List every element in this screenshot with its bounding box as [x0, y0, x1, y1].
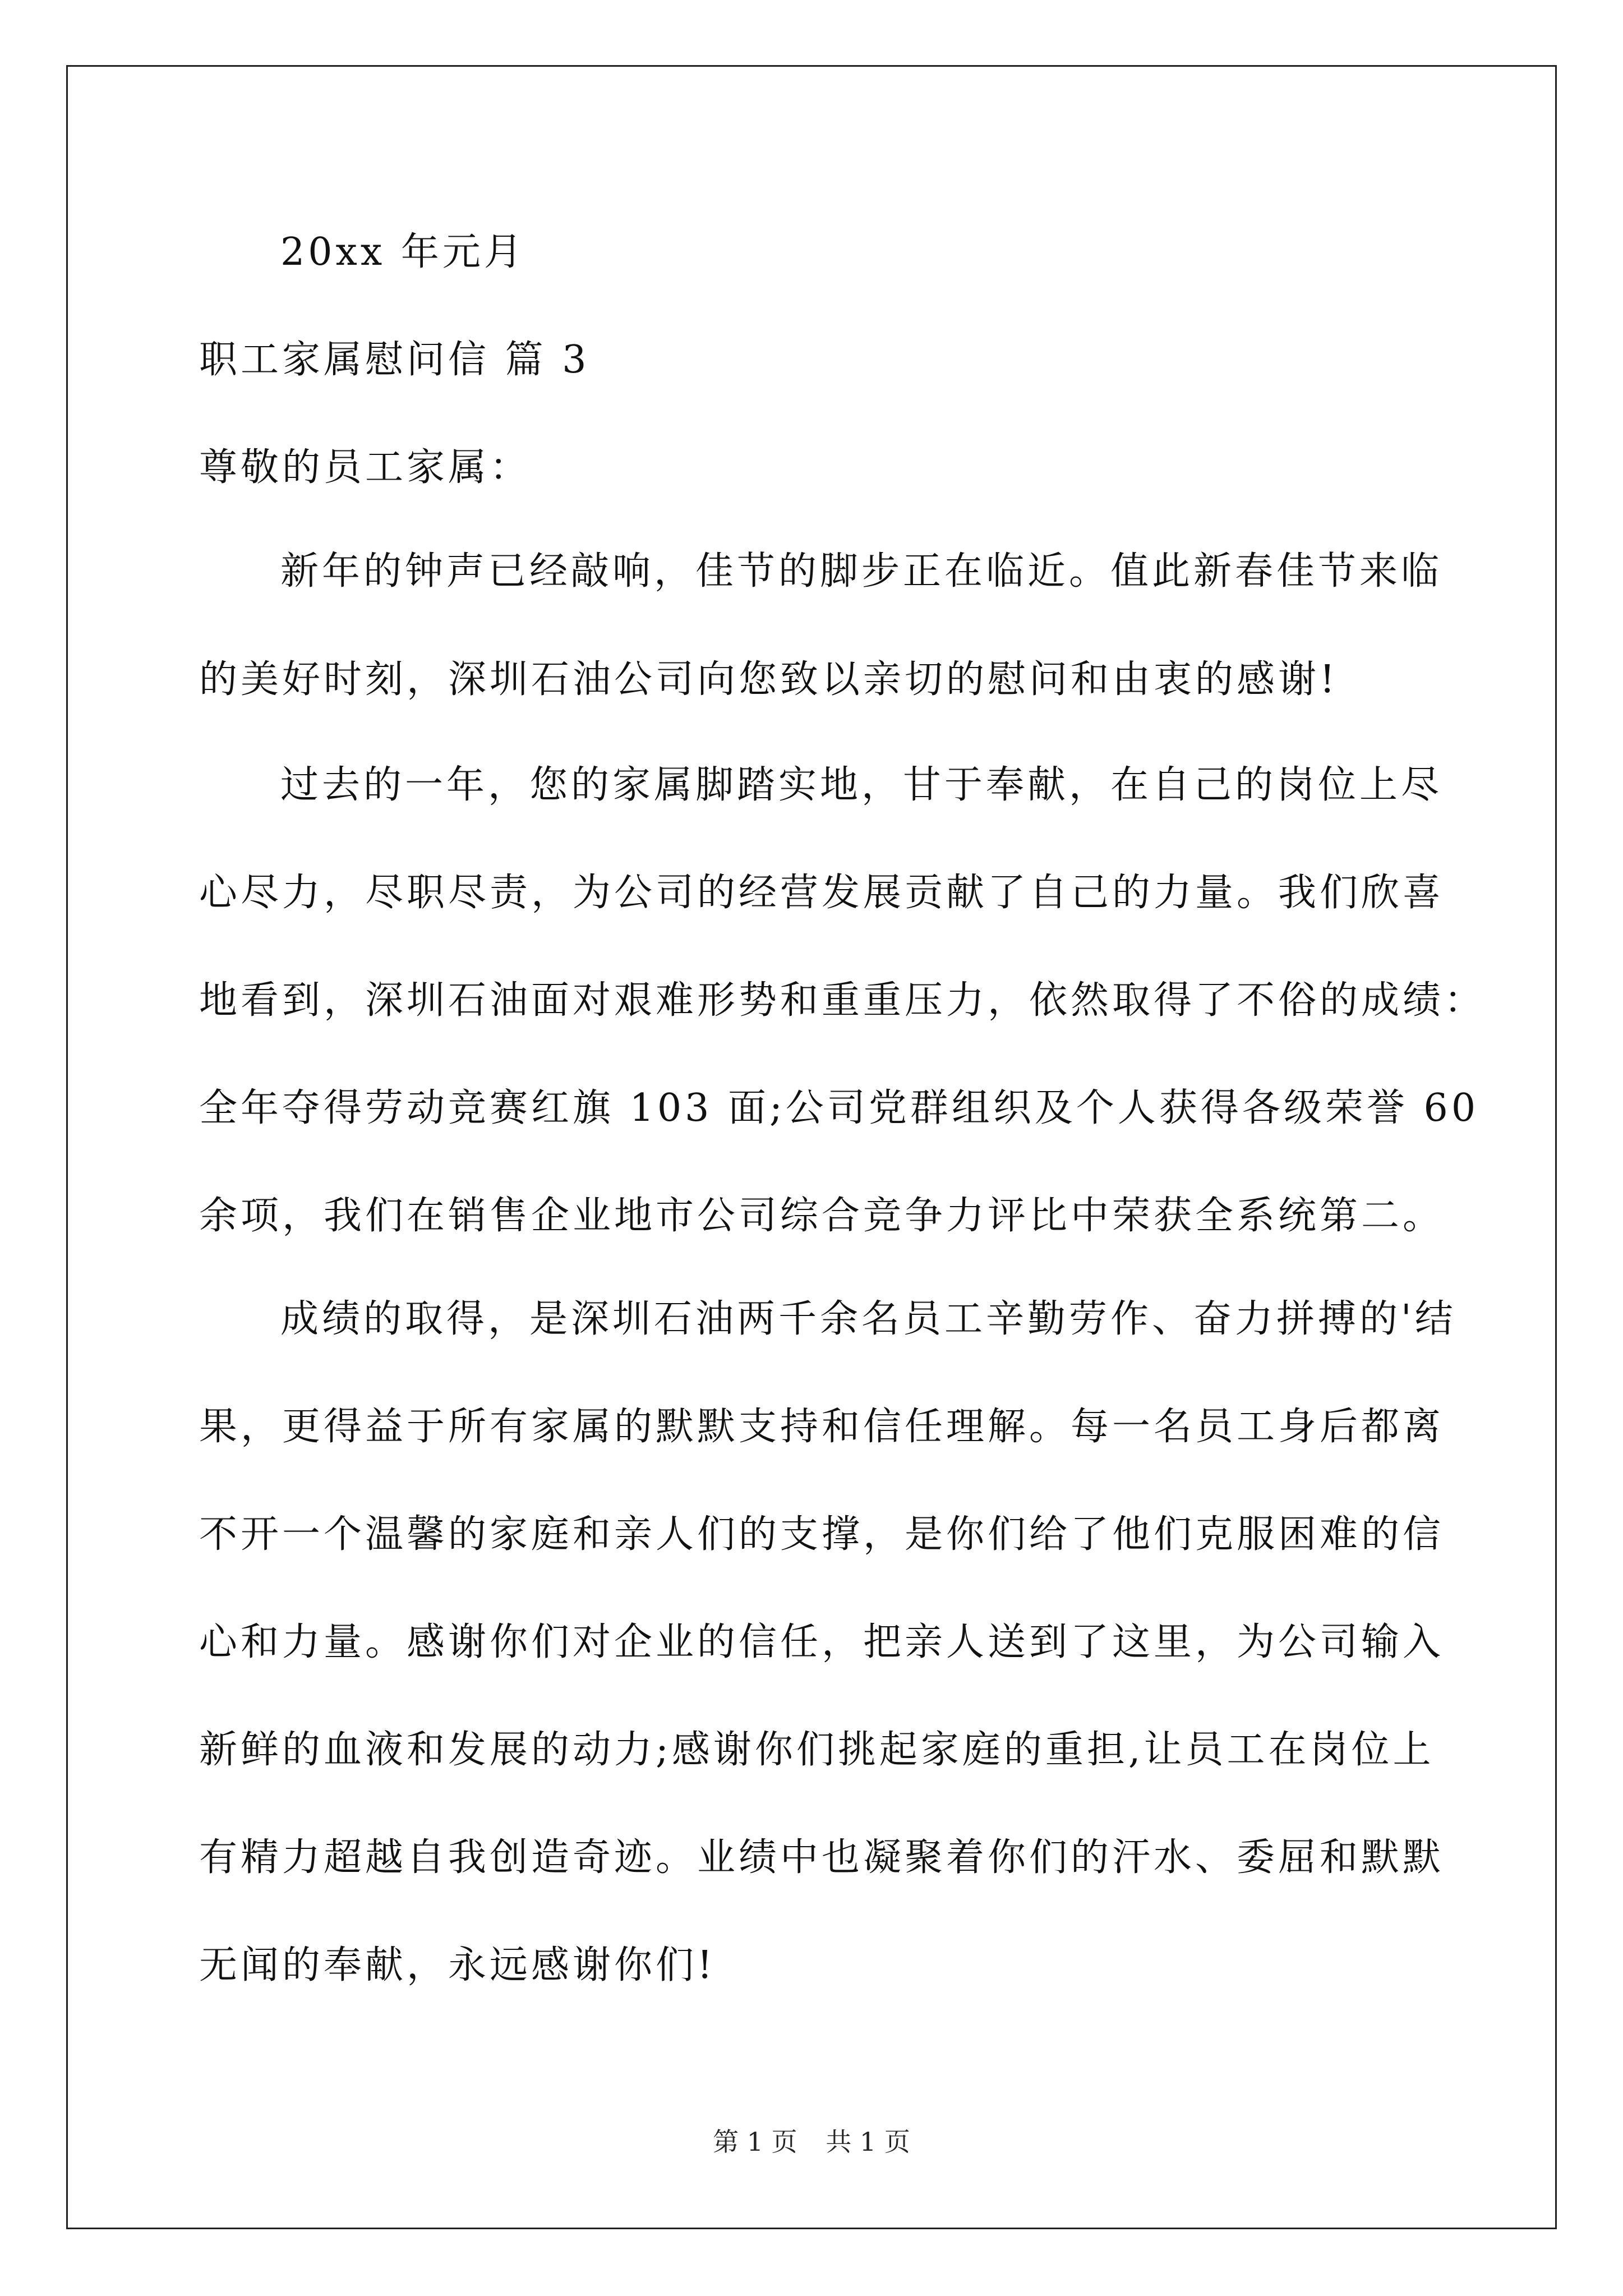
page-border — [66, 65, 1557, 2229]
paragraph-3-line-6: 有精力超越自我创造奇迹。业绩中也凝聚着你们的汗水、委屈和默默 — [199, 1835, 1445, 1880]
paragraph-3-line-5: 新鲜的血液和发展的动力;感谢你们挑起家庭的重担,让员工在岗位上 — [199, 1728, 1435, 1772]
paragraph-3-line-1: 成绩的取得，是深圳石油两千余名员工辛勤劳作、奋力拼搏的'结 — [280, 1297, 1456, 1341]
letter-salutation: 尊敬的员工家属： — [199, 445, 532, 490]
paragraph-2-line-3: 地看到，深圳石油面对艰难形势和重重压力，依然取得了不俗的成绩： — [199, 978, 1486, 1023]
paragraph-2-line-1: 过去的一年，您的家属脚踏实地，甘于奉献，在自己的岗位上尽 — [280, 763, 1443, 807]
letter-title: 职工家属慰问信 篇 3 — [199, 338, 590, 382]
paragraph-2-line-5: 余项，我们在销售企业地市公司综合竞争力评比中荣获全系统第二。 — [199, 1194, 1445, 1238]
page-total: 共 1 页 — [826, 2127, 910, 2157]
paragraph-3-line-4: 心和力量。感谢你们对企业的信任，把亲人送到了这里，为公司输入 — [199, 1620, 1445, 1664]
paragraph-3-line-7: 无闻的奉献，永远感谢你们! — [199, 1943, 716, 1987]
page-number: 第 1 页 — [713, 2127, 797, 2157]
paragraph-3-line-3: 不开一个温馨的家庭和亲人们的支撑，是你们给了他们克服困难的信 — [199, 1512, 1445, 1557]
page-footer — [0, 2129, 1623, 2155]
paragraph-1-line-2: 的美好时刻，深圳石油公司向您致以亲切的慰问和由衷的感谢! — [199, 657, 1339, 702]
paragraph-2-line-4: 全年夺得劳动竞赛红旗 103 面;公司党群组织及个人获得各级荣誉 60 — [199, 1086, 1479, 1130]
paragraph-2-line-2: 心尽力，尽职尽责，为公司的经营发展贡献了自己的力量。我们欣喜 — [199, 871, 1445, 915]
paragraph-3-line-2: 果，更得益于所有家属的默默支持和信任理解。每一名员工身后都离 — [199, 1405, 1445, 1449]
letter-date: 20xx 年元月 — [280, 230, 525, 274]
paragraph-1-line-1: 新年的钟声已经敲响，佳节的脚步正在临近。值此新春佳节来临 — [280, 549, 1443, 593]
